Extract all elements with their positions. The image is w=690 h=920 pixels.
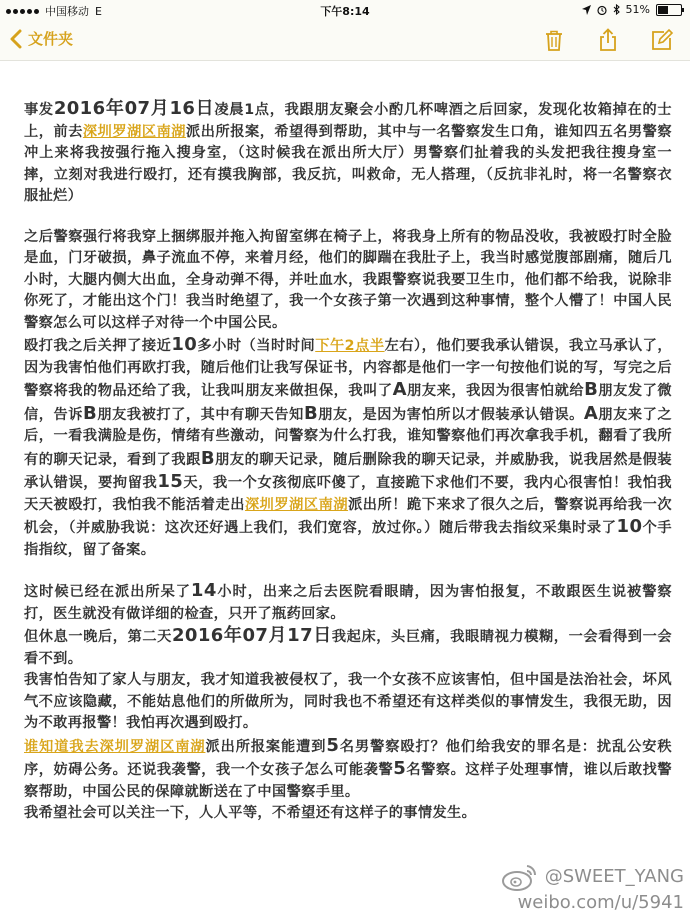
battery-icon bbox=[656, 4, 682, 16]
text-run: 朋友的聊天记录，随后删除我的聊天记录，并威胁我，说我居然是假装承认错误，要拘留我 bbox=[24, 451, 672, 491]
text-run: 名男警察殴打？他们给我安的罪名是：扰乱公安秩序，妨碍公务。还说我袭警，我一个女孩子怎么可能袭警 bbox=[24, 738, 672, 778]
back-label: 文件夹 bbox=[28, 30, 74, 48]
letter: B bbox=[303, 402, 319, 424]
note-paragraph bbox=[24, 580, 672, 625]
police-station-link[interactable]: 谁知道我去深圳罗湖区南湖 bbox=[24, 738, 206, 755]
note-paragraph bbox=[24, 98, 672, 208]
chevron-left-icon bbox=[10, 29, 22, 49]
network-type: E bbox=[95, 4, 102, 18]
number: 14 bbox=[190, 580, 217, 601]
text-run: 派出所报案，希望得到帮助，其中与一名警察发生口角，谁知四五名男警察冲上来将我按强行拖入搜身室，（这时候我在派出所大厅）男警察们扯着我的头发把我往搜身室一摔，立刻对我进行殴打，还有摸我胸部，我反抗，叫救命，无人搭理，（反抗非礼时，将一名警察衣服扯烂） bbox=[24, 123, 672, 204]
text-run: 我起床，头巨痛，我眼睛视力模糊，一会看得到一会看不到。 bbox=[24, 629, 672, 667]
text-run: 朋友来了之后，一看我满脸是伤，情绪有些激动，问警察为什么打我，谁知警察他们再次拿我手机，翻看了我所有的聊天记录，看到了我跟 bbox=[24, 406, 672, 468]
note-paragraph bbox=[24, 334, 672, 561]
bluetooth-icon bbox=[613, 4, 620, 15]
incident-date: 2016年07月16日 bbox=[53, 98, 215, 119]
text-run: 多小时（当时时间 bbox=[197, 338, 316, 354]
alarm-icon bbox=[597, 5, 607, 15]
number: 5 bbox=[326, 734, 340, 756]
text-run: 凌晨1点，我跟朋友聚会小酌几杯啤酒之后回家，发现化妆箱掉在的士上，前去 bbox=[24, 102, 672, 140]
text-run: 派出所报案能遭到 bbox=[205, 738, 327, 755]
status-time: 下午8:14 bbox=[320, 5, 370, 18]
weibo-watermark bbox=[501, 862, 684, 914]
text-run: 朋友，是因为害怕所以才假装承认错误。 bbox=[318, 406, 584, 423]
watermark-url: weibo.com/u/5941 bbox=[517, 892, 684, 913]
text-run: 天，我一个女孩彻底吓傻了，直接跪下求他们不要，我内心很害怕！我怕我天天被殴打，我怕我不能活着走出 bbox=[24, 475, 673, 513]
compose-icon[interactable] bbox=[650, 28, 674, 52]
carrier-label: 中国移动 bbox=[45, 5, 89, 18]
text-run: 名警察。这样子处理事情，谁以后敢找警察帮助，中国公民的保障就断送在了中国警察手里。 bbox=[24, 762, 672, 800]
text-run: 朋友我被打了，其中有聊天告知 bbox=[97, 406, 304, 423]
letter: B bbox=[83, 402, 98, 424]
note-paragraph: 我希望社会可以关注一下，人人平等，不希望还有这样子的事情发生。 bbox=[24, 805, 477, 821]
letter: B bbox=[584, 379, 599, 400]
text-run: 朋友发了微信，告诉 bbox=[24, 383, 672, 423]
time-link[interactable]: 下午2点半 bbox=[315, 338, 385, 354]
police-station-link[interactable]: 深圳罗湖区南湖 bbox=[82, 123, 187, 140]
letter: B bbox=[200, 447, 216, 469]
number: 10 bbox=[171, 334, 198, 355]
text-run: 小时，出来之后去医院看眼睛，因为害怕报复，不敢跟医生说被警察打，医生就没有做详细的检查，只开了瓶药回家。 bbox=[24, 584, 672, 622]
number: 10 bbox=[616, 516, 643, 537]
police-station-link[interactable]: 深圳罗湖区南湖 bbox=[244, 496, 349, 513]
text-run: 派出所！跪下来求了很久之后，警察说再给我一次机会，（并威胁我说：这次还好遇上我们，我们宽容，放过你。）随后带我去指纹采集时录了 bbox=[24, 496, 672, 536]
incident-date: 2016年07月17日 bbox=[171, 625, 332, 646]
status-bar bbox=[0, 0, 690, 20]
location-icon bbox=[582, 5, 591, 15]
text-run: 左右），他们要我承认错误，我立马承认了，因为我害怕他们再欧打我，随后他们让我写保证书，内容都是他们一字一句按他们说的写，写完之后警察将我的物品还给了我，让我叫朋友来做担保，我叫了 bbox=[24, 338, 672, 399]
notes-toolbar bbox=[0, 20, 690, 61]
note-body[interactable] bbox=[24, 98, 672, 825]
number: 5 bbox=[393, 758, 407, 779]
text-run: 事发 bbox=[24, 102, 54, 118]
note-paragraph: 之后警察强行将我穿上捆绑服并拖入拘留室绑在椅子上，将我身上所有的物品没收，我被殴打时全脸是血，门牙破损，鼻子流血不停，来着月经，他们的脚踹在我肚子上，我当时感觉腹部剧痛，随后几小时，大腿内侧大出血，全身动弹不得，并吐血水，我跟警察说我要卫生巾，他们都不给我，说除非你死了，才能出这个门！我当时绝望了，我一个女孩子第一次遇到这种事情，整个人懵了！中国人民警察怎么可以这样子对待一个中国公民。 bbox=[24, 228, 672, 331]
back-to-folders-button[interactable] bbox=[10, 28, 73, 49]
note-paragraph bbox=[24, 625, 672, 670]
text-run: 这时候已经在派出所呆了 bbox=[24, 584, 191, 600]
text-run: 殴打我之后关押了接近 bbox=[24, 338, 172, 354]
number: 15 bbox=[157, 471, 184, 492]
watermark-handle: @SWEET_YANG bbox=[544, 866, 684, 887]
battery-percent: 51% bbox=[625, 3, 650, 16]
note-paragraph: 我害怕告知了家人与朋友，我才知道我被侵权了，我一个女孩不应该害怕，但中国是法治社会，坏风气不应该隐藏，不能姑息他们的所做所为，同时我也不希望还有这样类似的事情发生，我很无助，因为不敢再报警！我怕再次遇到殴打。 bbox=[24, 672, 672, 731]
text-run: 朋友来，我因为很害怕就给 bbox=[407, 383, 585, 399]
status-right bbox=[582, 3, 682, 16]
text-run: 但休息一晚后，第二天 bbox=[24, 629, 172, 645]
weibo-logo-icon bbox=[501, 862, 539, 892]
letter: A bbox=[392, 379, 407, 400]
trash-icon[interactable] bbox=[542, 28, 566, 52]
note-paragraph bbox=[24, 735, 672, 804]
share-icon[interactable] bbox=[596, 28, 620, 52]
text-run: 个手指指纹，留了备案。 bbox=[24, 520, 673, 558]
letter: A bbox=[583, 402, 599, 424]
